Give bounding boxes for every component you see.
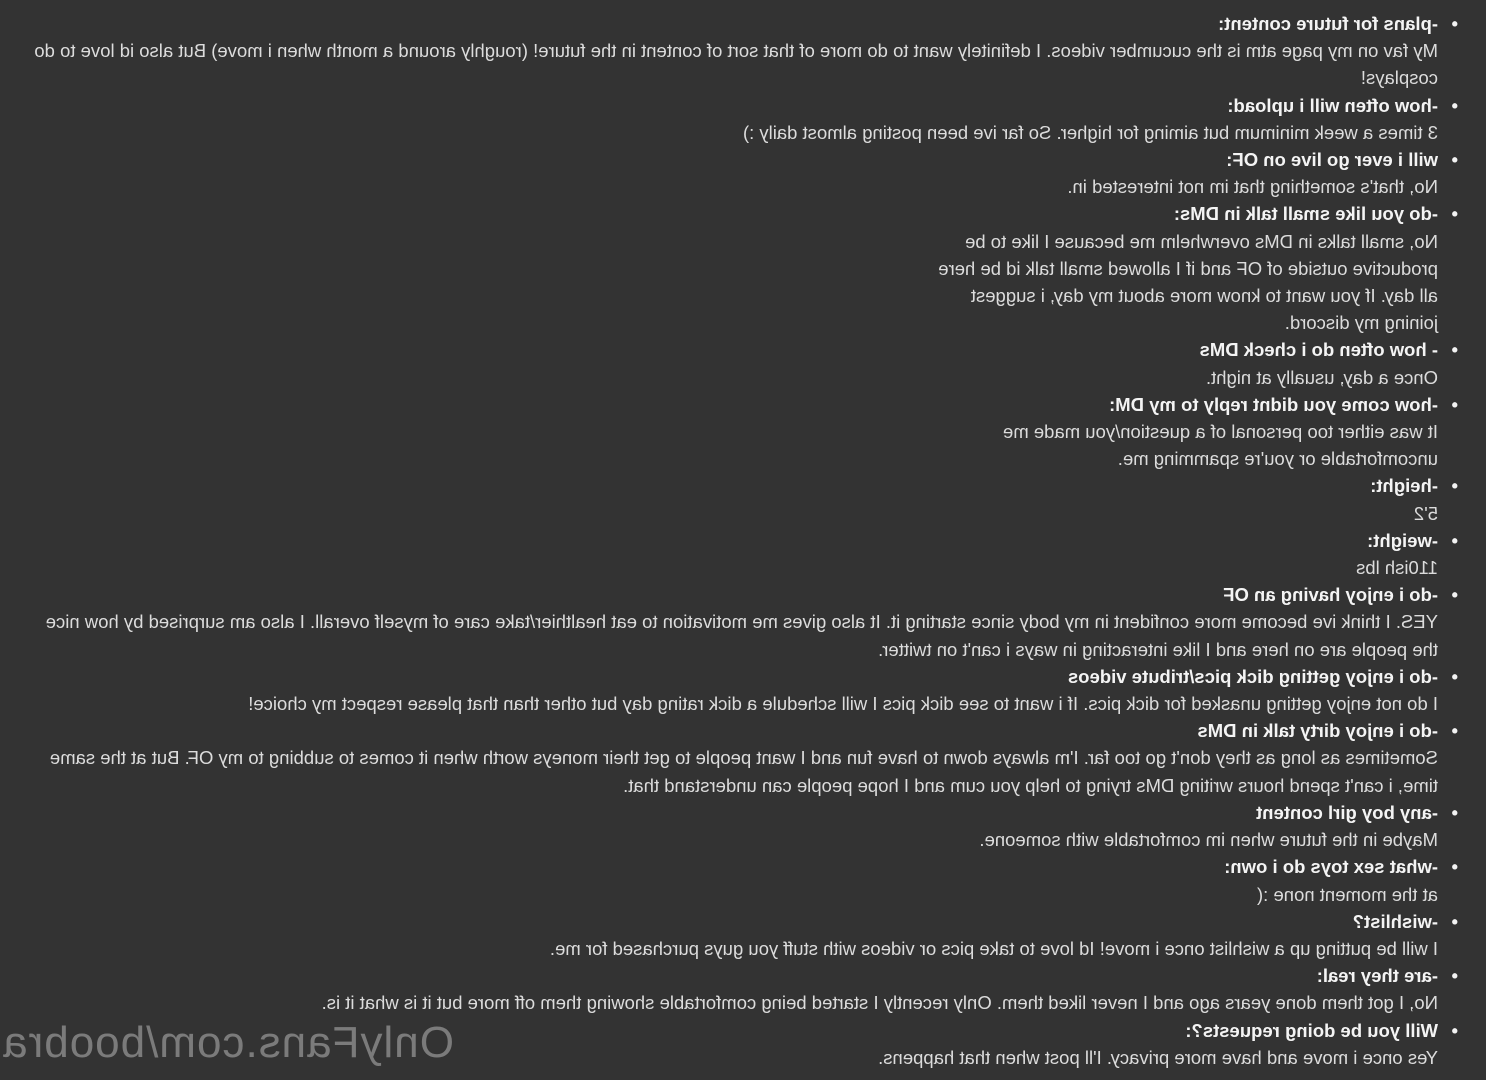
faq-question: • -wishlist? <box>8 908 1468 935</box>
faq-answer: 5'2 <box>1413 502 1438 524</box>
faq-item-enjoy-of <box>8 581 1468 663</box>
bullet-icon: • <box>1451 910 1458 932</box>
faq-question: • -what sex toys do i own: <box>8 853 1468 880</box>
faq-answer: Sometimes as long as they don't go too far. I'm always down to have fun and I want people to get their moneys worth when it comes to subbing to my OF. But at the same time, i can't spend hours writing DMs trying to help you cum and I hope people can understand that. <box>49 747 1438 796</box>
faq-list <box>8 10 1468 1071</box>
faq-question: • Will you be doing requests?: <box>8 1017 1468 1044</box>
faq-answer: Yes once i move and have more privacy. I'll post when that happens. <box>878 1046 1438 1068</box>
faq-item-dirty-talk <box>8 717 1468 799</box>
faq-answer: It was either too personal of a question/you made me uncomfortable or you're spamming me. <box>1002 421 1438 470</box>
faq-question: • -do you like small talk in DMs: <box>8 200 1468 227</box>
faq-item-toys <box>8 853 1468 907</box>
faq-item-plans <box>8 10 1468 92</box>
faq-answer: No, small talks in DMs overwhelm me because I like to be productive outside of OF and if I allowed small talk id be here all day. If you want to know more about my day, i suggest joining my discord. <box>938 230 1438 334</box>
faq-question: • -plans for future content: <box>8 10 1468 37</box>
faq-answer: 3 times a week minimum but aiming for higher. So far ive been posting almost daily :) <box>742 121 1438 143</box>
faq-item-real <box>8 962 1468 1016</box>
faq-answer: Once a day, usually at night. <box>1205 366 1438 388</box>
faq-question: • -how often will i upload: <box>8 92 1468 119</box>
faq-answer: at the moment none :( <box>1257 883 1438 905</box>
faq-item-live <box>8 146 1468 200</box>
bullet-icon: • <box>1451 801 1458 823</box>
faq-item-small-talk <box>8 200 1468 336</box>
faq-question: • -how come you didnt reply to my DM: <box>8 391 1468 418</box>
faq-answer: I will be putting up a wishlist once i move! Id love to take pics or videos with stuff you guys purchased for me. <box>549 937 1438 959</box>
faq-question: • -do i enjoy getting dick pics/tribute videos <box>8 663 1468 690</box>
bullet-icon: • <box>1451 665 1458 687</box>
bullet-icon: • <box>1451 393 1458 415</box>
bullet-icon: • <box>1451 149 1458 171</box>
faq-answer: I do not enjoy getting unasked for dick pics. If i want to see dick pics I will schedule a dick rating day but other than that please respect my choice! <box>248 693 1438 715</box>
faq-answer: My fav on my page atm is the cucumber videos. I definitely want to do more of that sort of content in the future! (roughly around a month when i move) But also id love to do cosplays! <box>34 40 1438 89</box>
faq-question: • -do i enjoy having an OF <box>8 581 1468 608</box>
faq-question: • -height: <box>8 472 1468 499</box>
bullet-icon: • <box>1451 965 1458 987</box>
faq-item-weight <box>8 527 1468 581</box>
bullet-icon: • <box>1451 203 1458 225</box>
faq-item-height <box>8 472 1468 526</box>
faq-item-no-reply <box>8 391 1468 473</box>
bullet-icon: • <box>1451 13 1458 34</box>
bullet-icon: • <box>1451 856 1458 878</box>
faq-item-dick-pics <box>8 663 1468 717</box>
faq-question: • -do i enjoy dirty talk in DMs <box>8 717 1468 744</box>
faq-question: • -any boy girl content <box>8 799 1468 826</box>
faq-question: • -are they real: <box>8 962 1468 989</box>
bullet-icon: • <box>1451 475 1458 497</box>
bullet-icon: • <box>1451 1019 1458 1041</box>
faq-answer: 110ish lbs <box>1356 557 1438 579</box>
faq-question: • - how often do i check DMs <box>8 336 1468 363</box>
faq-answer: No, that's something that im not interested in. <box>1067 176 1438 198</box>
bullet-icon: • <box>1451 720 1458 742</box>
bullet-icon: • <box>1451 339 1458 361</box>
faq-question: • -weight: <box>8 527 1468 554</box>
watermark: OnlyFans.com/boobra <box>2 1018 454 1067</box>
faq-answer: YES. I think ive become more confident in my body since starting it. It also gives me motivation to eat healthier/take care of myself overall. I also am surprised by how nice the people are on here and I like interacting in ways i can't on twitter. <box>45 611 1438 660</box>
bullet-icon: • <box>1451 584 1458 606</box>
faq-answer: No, I got them done years ago and I never liked them. Only recently I started being comfortable showing them off more but it is what it is. <box>321 992 1438 1014</box>
faq-answer: Maybe in the future when im comfortable with someone. <box>979 829 1438 851</box>
bullet-icon: • <box>1451 529 1458 551</box>
faq-item-check-dms <box>8 336 1468 390</box>
faq-item-wishlist <box>8 908 1468 962</box>
bullet-icon: • <box>1451 94 1458 116</box>
faq-item-upload <box>8 92 1468 146</box>
faq-question: • will i ever go live on OF: <box>8 146 1468 173</box>
faq-item-bg-content <box>8 799 1468 853</box>
